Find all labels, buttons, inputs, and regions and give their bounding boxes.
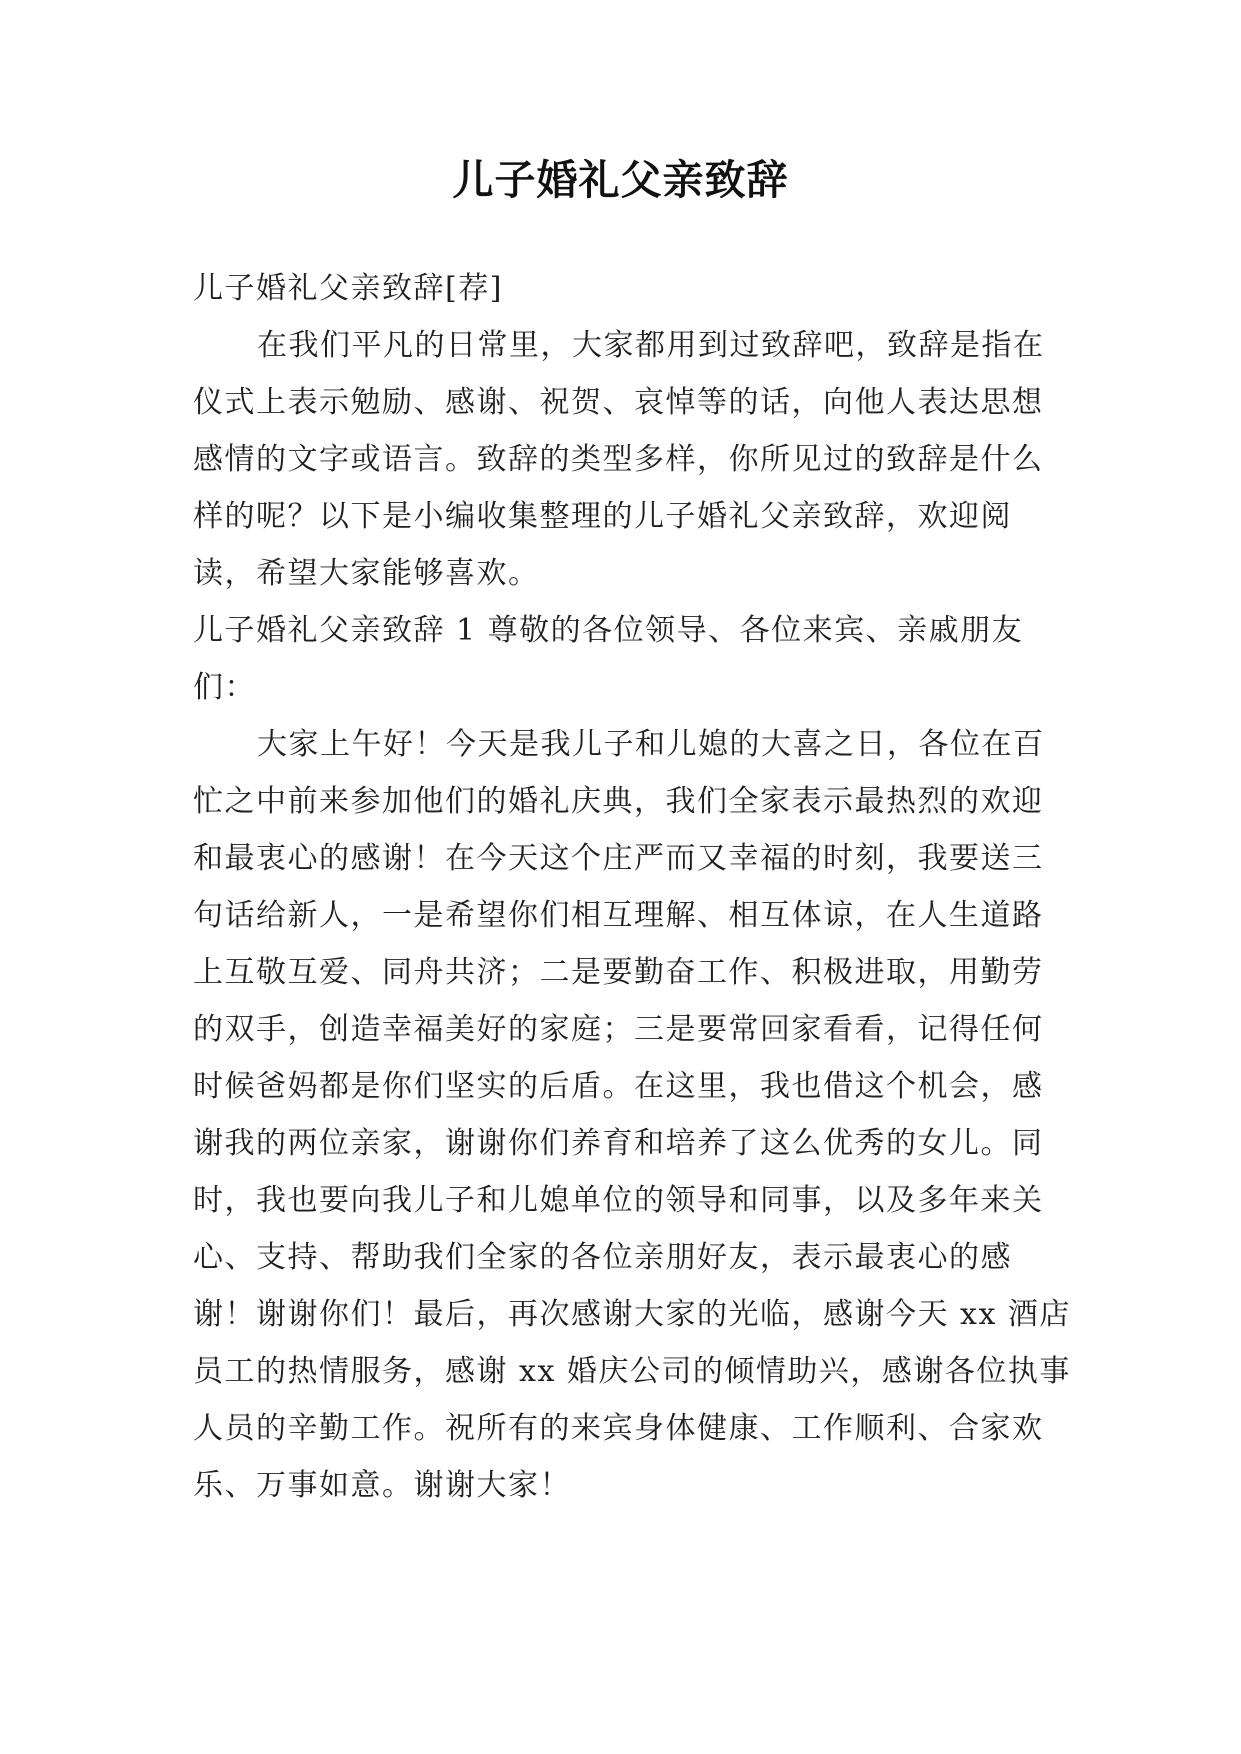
document-title: 儿子婚礼父亲致辞 <box>452 156 789 204</box>
speech-paragraph: 大家上午好！今天是我儿子和儿媳的大喜之日，各位在百忙之中前来参加他们的婚礼庆典，我们全家表示最热烈的欢迎和最衷心的感谢！在今天这个庄严而又幸福的时刻，我要送三句话给新人，一是希望你们相互理解、相互体谅，在人生道路上互敬互爱、同舟共济；二是要勤奋工作、积极进取，用勤劳的双手，创造幸福美好的家庭；三是要常回家看看，记得任何时候爸妈都是你们坚实的后盾。在这里，我也借这个机会，感谢我的两位亲家，谢谢你们养育和培养了这么优秀的女儿。同时，我也要向我儿子和儿媳单位的领导和同事，以及多年来关心、支持、帮助我们全家的各位亲朋好友，表示最衷心的感谢！谢谢你们！最后，再次感谢大家的光临，感谢今天 xx 酒店员工的热情服务，感谢 xx 婚庆公司的倾情助兴，感谢各位执事人员的辛勤工作。祝所有的来宾身体健康、工作顺利、合家欢乐、万事如意。谢谢大家！ <box>193 727 1071 1503</box>
section-heading: 儿子婚礼父亲致辞 1 尊敬的各位领导、各位来宾、亲戚朋友们： <box>193 613 1024 705</box>
document-subtitle: 儿子婚礼父亲致辞[荐] <box>193 271 503 306</box>
intro-paragraph: 在我们平凡的日常里，大家都用到过致辞吧，致辞是指在仪式上表示勉励、感谢、祝贺、哀悼等的话，向他人表达思想感情的文字或语言。致辞的类型多样，你所见过的致辞是什么样的呢？以下是小编收集整理的儿子婚礼父亲致辞，欢迎阅读，希望大家能够喜欢。 <box>193 328 1045 591</box>
document-body <box>193 260 1073 1514</box>
